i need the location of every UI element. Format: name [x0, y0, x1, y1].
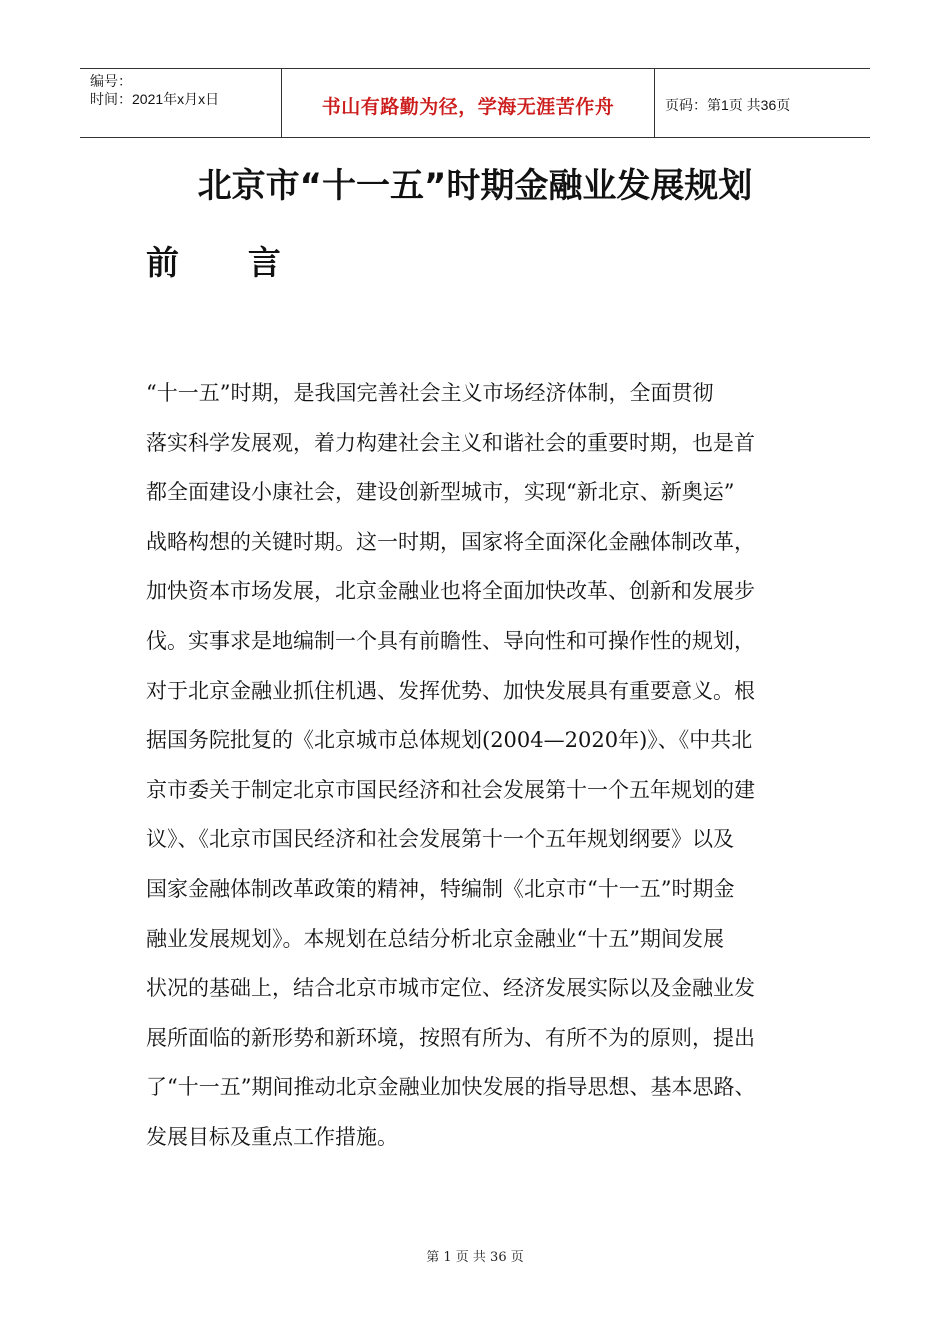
page-info: 页码：第1页 共36页 [665, 96, 791, 113]
motto-text: 书山有路勤为径，学海无涯苦作舟 [321, 95, 615, 118]
header-page-cell [655, 69, 870, 137]
header-motto-cell [281, 69, 655, 137]
section-heading: 前 言 [146, 243, 281, 282]
document-header [80, 68, 870, 138]
header-meta-cell [80, 69, 281, 137]
page-footer: 第 1 页 共 36 页 [426, 1250, 524, 1265]
paragraph-line: “十一五”时期，是我国完善社会主义市场经济体制，全面贯彻 [146, 381, 714, 405]
paragraph-line: 议》、《北京市国民经济和社会发展第十一个五年规划纲要》以及 [146, 827, 734, 852]
paragraph-line: 落实科学发展观，着力构建社会主义和谐社会的重要时期，也是首 [146, 430, 755, 455]
paragraph-line: 展所面临的新形势和新环境，按照有所为、有所不为的原则，提出 [146, 1025, 755, 1050]
paragraph-line: 国家金融体制改革政策的精神，特编制《北京市“十一五”时期金 [146, 876, 735, 901]
document-title: 北京市“十一五”时期金融业发展规划 [197, 166, 753, 206]
paragraph-line: 都全面建设小康社会，建设创新型城市，实现“新北京、新奥运” [146, 480, 735, 505]
paragraph-line: 状况的基础上，结合北京市城市定位、经济发展实际以及金融业发 [146, 976, 755, 1001]
paragraph-line: 据国务院批复的《北京城市总体规划(2004—2020年)》、《中共北 [146, 728, 753, 753]
paragraph-line: 加快资本市场发展，北京金融业也将全面加快改革、创新和发展步 [146, 579, 755, 604]
date-line: 时间：2021年x月x日 [90, 91, 220, 107]
paragraph-line: 了“十一五”期间推动北京金融业加快发展的指导思想、基本思路、 [146, 1075, 756, 1100]
paragraph-line: 京市委关于制定北京市国民经济和社会发展第十一个五年规划的建 [146, 777, 755, 802]
serial-number-label: 编号： [90, 73, 132, 89]
paragraph-line: 融业发展规划》。本规划在总结分析北京金融业“十五”期间发展 [146, 926, 724, 951]
body-paragraph [146, 369, 826, 1163]
paragraph-line: 对于北京金融业抓住机遇、发挥优势、加快发展具有重要意义。根 [146, 678, 755, 703]
paragraph-line: 发展目标及重点工作措施。 [146, 1124, 398, 1149]
paragraph-line: 伐。实事求是地编制一个具有前瞻性、导向性和可操作性的规划， [146, 628, 755, 653]
paragraph-line: 战略构想的关键时期。这一时期，国家将全面深化金融体制改革， [146, 529, 755, 554]
